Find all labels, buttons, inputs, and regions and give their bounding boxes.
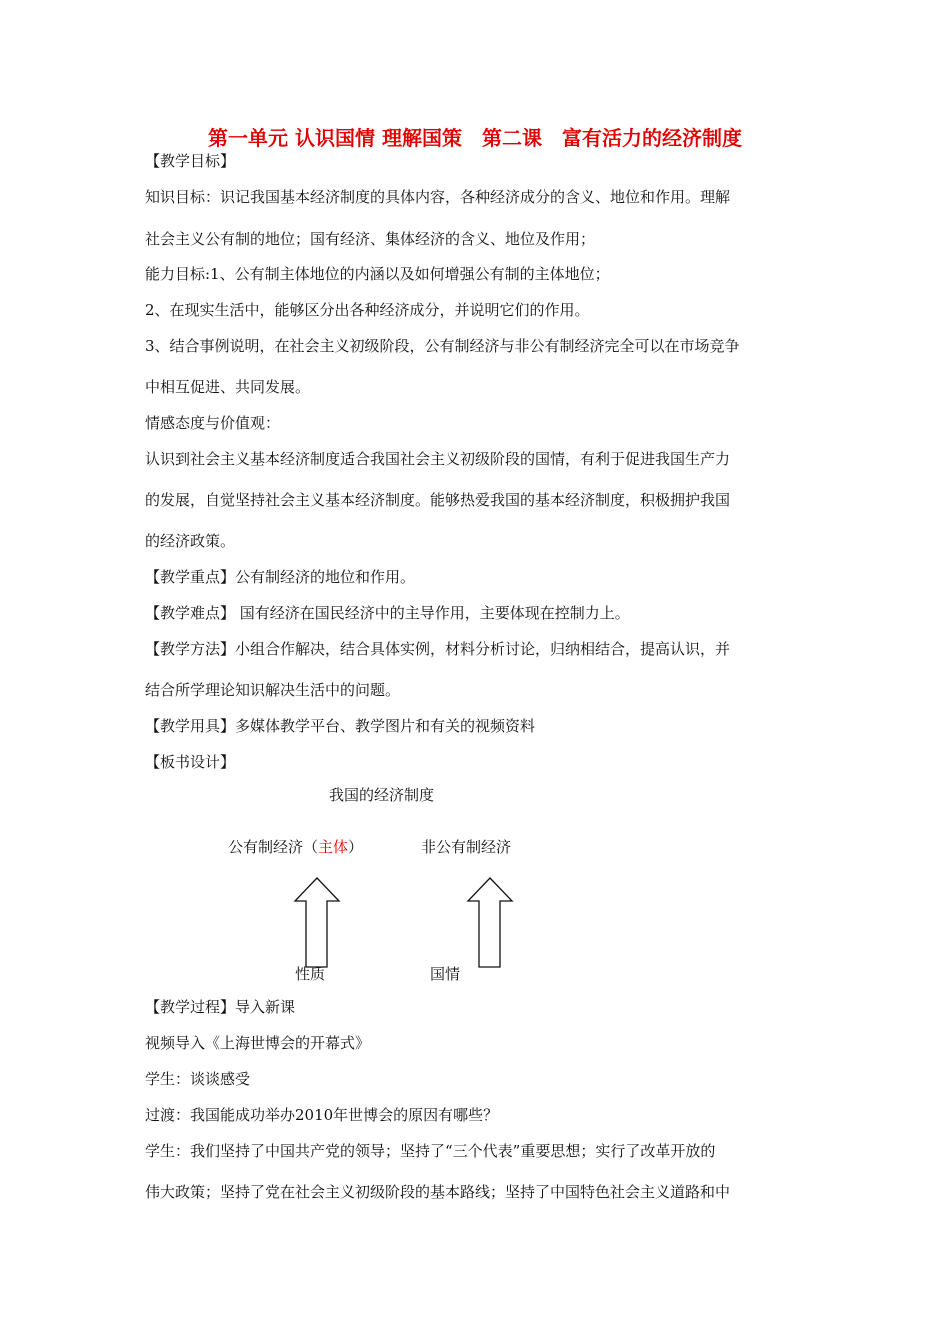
goals-header: 【教学目标】 bbox=[145, 152, 236, 170]
emotion-line-3: 的经济政策。 bbox=[145, 532, 236, 550]
knowledge-goal-line-2: 社会主义公有制的地位；国有经济、集体经济的含义、地位及作用； bbox=[145, 230, 596, 248]
tools: 【教学用具】多媒体教学平台、教学图片和有关的视频资料 bbox=[145, 717, 536, 735]
page-title: 第一单元 认识国情 理解国策 第二课 富有活力的经济制度 bbox=[208, 126, 742, 150]
process-video: 视频导入《上海世博会的开幕式》 bbox=[145, 1034, 371, 1052]
method-line-1: 【教学方法】小组合作解决，结合具体实例，材料分析讨论，归纳相结合，提高认识，并 bbox=[145, 640, 731, 658]
board-public-prefix: 公有制经济（ bbox=[228, 838, 319, 856]
up-arrow-right-icon bbox=[466, 877, 514, 969]
ability-goal-line-3b: 中相互促进、共同发展。 bbox=[145, 378, 311, 396]
ability-goal-line-1: 能力目标:1、公有制主体地位的内涵以及如何增强公有制的主体地位； bbox=[145, 265, 610, 283]
emotion-line-1: 认识到社会主义基本经济制度适合我国社会主义初级阶段的国情，有利于促进我国生产力 bbox=[145, 450, 731, 468]
board-label-national-conditions: 国情 bbox=[430, 965, 461, 983]
board-public-emphasis: 主体 bbox=[318, 838, 349, 856]
method-line-2: 结合所学理论知识解决生活中的问题。 bbox=[145, 681, 401, 699]
board-nonpublic-economy: 非公有制经济 bbox=[421, 838, 512, 856]
board-label-nature: 性质 bbox=[295, 965, 326, 983]
ability-goal-line-3a: 3、结合事例说明，在社会主义初级阶段，公有制经济与非公有制经济完全可以在市场竞争 bbox=[145, 337, 740, 355]
board-public-suffix: ） bbox=[348, 838, 364, 856]
ability-goal-line-2: 2、在现实生活中，能够区分出各种经济成分，并说明它们的作用。 bbox=[145, 301, 590, 319]
process-transition: 过渡：我国能成功举办2010年世博会的原因有哪些？ bbox=[145, 1106, 499, 1124]
board-header: 【板书设计】 bbox=[145, 753, 236, 771]
board-top-label: 我国的经济制度 bbox=[329, 786, 435, 804]
process-header: 【教学过程】导入新课 bbox=[145, 998, 296, 1016]
knowledge-goal-line-1: 知识目标：识记我国基本经济制度的具体内容，各种经济成分的含义、地位和作用。理解 bbox=[145, 188, 731, 206]
difficulty: 【教学难点】 国有经济在国民经济中的主导作用，主要体现在控制力上。 bbox=[145, 604, 630, 622]
emotion-header: 情感态度与价值观： bbox=[145, 414, 281, 432]
process-student-2a: 学生：我们坚持了中国共产党的领导；坚持了“三个代表”重要思想；实行了改革开放的 bbox=[145, 1142, 716, 1160]
up-arrow-left-icon bbox=[293, 877, 341, 969]
emotion-line-2: 的发展，自觉坚持社会主义基本经济制度。能够热爱我国的基本经济制度，积极拥护我国 bbox=[145, 491, 731, 509]
process-student-2b: 伟大政策；坚持了党在社会主义初级阶段的基本路线；坚持了中国特色社会主义道路和中 bbox=[145, 1183, 731, 1201]
board-public-economy bbox=[228, 837, 363, 857]
process-student-1: 学生：谈谈感受 bbox=[145, 1070, 251, 1088]
key-point: 【教学重点】公有制经济的地位和作用。 bbox=[145, 568, 416, 586]
